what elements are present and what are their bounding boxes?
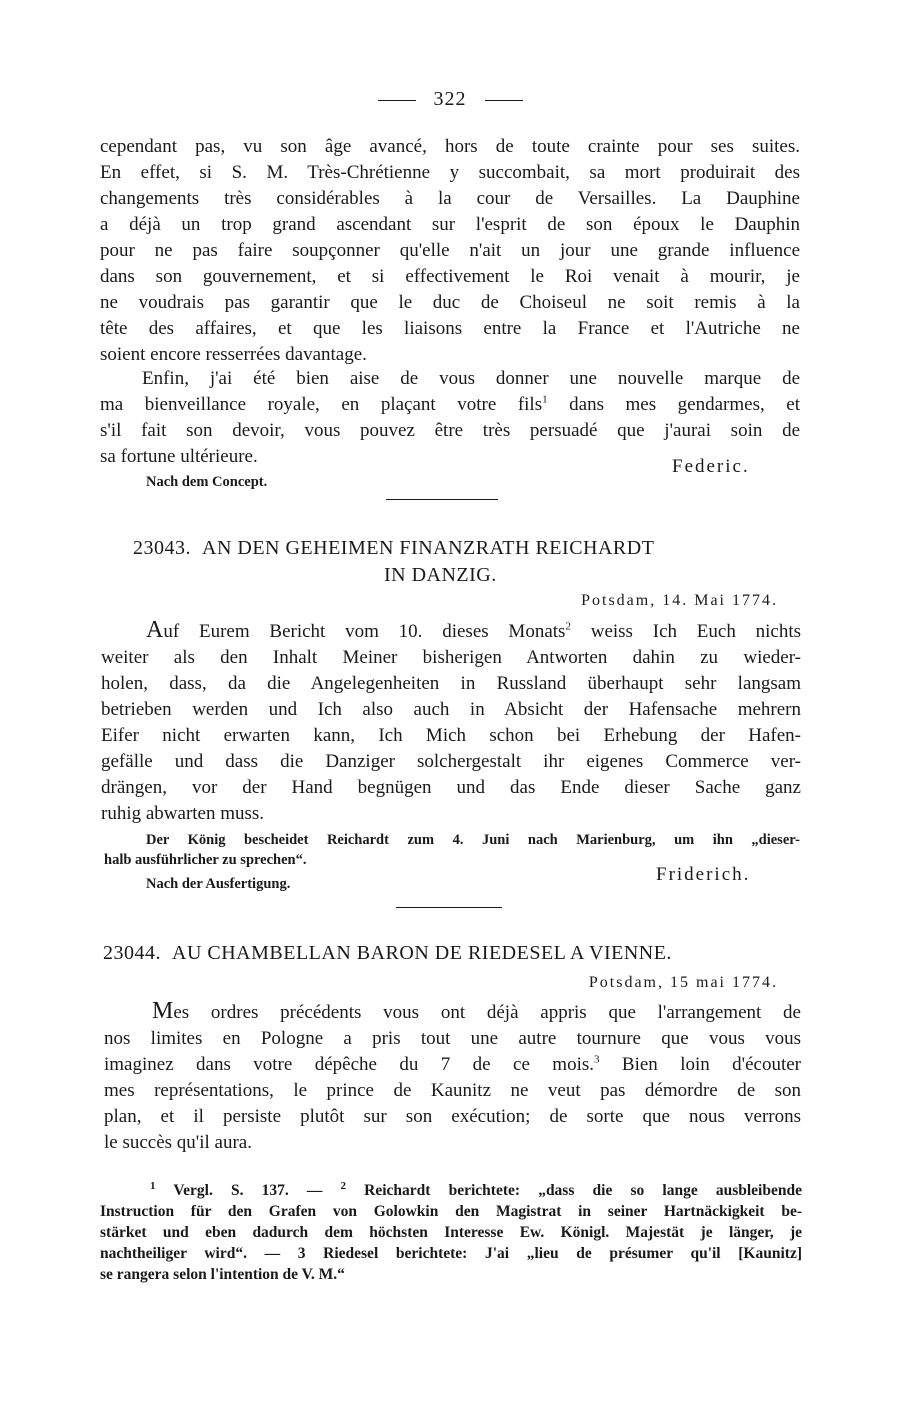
- letter-recipient: AN DEN GEHEIMEN FINANZRATH REICHARDT: [202, 537, 655, 559]
- page-number: 322: [433, 88, 467, 110]
- source-note: Nach dem Concept.: [146, 474, 268, 490]
- text-line: a déjà un trop grand ascendant sur l'esprit de son époux le Dauphin: [100, 214, 800, 235]
- text-line: dans son gouvernement, et si effectivement le Roi venait à mourir, je: [100, 266, 800, 287]
- text-line: pour ne pas faire soupçonner qu'elle n'ait un jour une grande influence: [100, 240, 800, 261]
- footnote-line: stärket und eben dadurch dem höchsten Interesse Ew. Königl. Majestät je länger, je: [100, 1224, 802, 1241]
- text-segment: Vergl. S. 137. —: [155, 1182, 341, 1199]
- section-divider: [386, 499, 498, 500]
- dateline-date: 15 mai 1774.: [670, 974, 778, 991]
- letter-23043-heading-line2: IN DANZIG.: [384, 564, 497, 586]
- text-line: ne voudrais pas garantir que le duc de Choiseul ne soit remis à la: [100, 292, 800, 313]
- prev-letter-paragraph-2: [100, 366, 800, 470]
- text-line: [104, 1052, 801, 1078]
- footnote-ref-2: 2: [565, 620, 571, 633]
- dateline: [400, 974, 778, 992]
- footnote-line: Instruction für den Grafen von Golowkin den Magistrat in seiner Hartnäckigkeit be-: [100, 1203, 802, 1220]
- text-segment: Bien loin d'écouter: [599, 1054, 801, 1075]
- dateline-place: Potsdam,: [588, 974, 664, 991]
- text-segment: weiss Ich Euch nichts: [570, 621, 801, 642]
- text-line: [104, 998, 801, 1026]
- text-line: [101, 617, 801, 645]
- footnote-line: nachtheiliger wird“. — 3 Riedesel berichtete: J'ai „lieu de présumer qu'il [Kaunitz]: [100, 1245, 802, 1262]
- footnote-line: [100, 1180, 802, 1201]
- text-line: ruhig abwarten muss.: [101, 803, 265, 824]
- initial-letter: M: [152, 998, 174, 1024]
- text-line: weiter als den Inhalt Meiner bisherigen Antworten dahin zu wieder-: [101, 647, 801, 668]
- text-line: Der König bescheidet Reichardt zum 4. Juni nach Marienburg, um ihn „dieser-: [146, 832, 800, 848]
- footnote-ref-3: 3: [594, 1053, 600, 1066]
- signature-friderich: Friderich.: [656, 864, 751, 885]
- text-line: tête des affaires, et que les liaisons entre la France et l'Autriche ne: [100, 318, 800, 339]
- header-dash-left: [378, 100, 416, 101]
- footnote-marker-2: 2: [340, 1179, 347, 1192]
- text-line: sa fortune ultérieure.: [100, 446, 258, 467]
- source-note: Nach der Ausfertigung.: [146, 876, 291, 892]
- letter-23043-body: [101, 617, 801, 827]
- signature-federic: Federic.: [672, 456, 750, 477]
- dateline: [400, 592, 778, 610]
- text-segment: ma bienveillance royale, en plaçant votre fils: [100, 394, 543, 415]
- dateline-place: Potsdam,: [581, 592, 657, 609]
- text-line: Enfin, j'ai été bien aise de vous donner une nouvelle marque de: [142, 368, 800, 389]
- text-line: le succès qu'il aura.: [104, 1132, 252, 1153]
- letter-23044-body: [104, 998, 801, 1156]
- editorial-note: [146, 832, 800, 849]
- letter-number: 23043.: [133, 537, 191, 559]
- text-line: nos limites en Pologne a pris tout une autre tournure que vous vous: [104, 1028, 801, 1049]
- footnote-marker-1: 1: [150, 1179, 156, 1192]
- editorial-note-line2: halb ausführlicher zu sprechen“.: [104, 852, 307, 868]
- page-header: [0, 88, 900, 111]
- text-line: gefälle und dass die Danziger solchergestalt ihr eigenes Commerce ver-: [101, 751, 801, 772]
- letter-23043-heading: [133, 537, 654, 560]
- letter-recipient: AU CHAMBELLAN BARON DE RIEDESEL A VIENNE.: [172, 942, 672, 964]
- text-segment: Reichardt berichtete: „dass die so lange ausbleibende: [346, 1182, 802, 1199]
- text-line: mes représentations, le prince de Kaunitz ne veut pas démordre de son: [104, 1080, 801, 1101]
- text-segment: uf Eurem Bericht vom 10. dieses Monats: [163, 621, 566, 642]
- section-divider: [396, 907, 502, 908]
- text-segment: imaginez dans votre dépêche du 7 de ce mois.: [104, 1054, 594, 1075]
- text-line: soient encore resserrées davantage.: [100, 344, 367, 365]
- letter-23044-heading: [103, 942, 672, 965]
- text-segment: es ordres précédents vous ont déjà appris que l'arrangement de: [173, 1002, 801, 1023]
- header-dash-right: [485, 100, 523, 101]
- letter-number: 23044.: [103, 942, 161, 964]
- text-line: s'il fait son devoir, vous pouvez être très persuadé que j'aurai soin de: [100, 420, 800, 441]
- text-segment: dans mes gendarmes, et: [547, 394, 800, 415]
- dateline-date: 14. Mai 1774.: [662, 592, 778, 609]
- text-line: En effet, si S. M. Très-Chrétienne y succombait, sa mort produirait des: [100, 162, 800, 183]
- initial-letter: A: [146, 617, 164, 643]
- text-line: [100, 392, 800, 418]
- footnote-ref-1: 1: [542, 393, 548, 406]
- text-line: changements très considérables à la cour de Versailles. La Dauphine: [100, 188, 800, 209]
- footnote-line: se rangera selon l'intention de V. M.“: [100, 1266, 345, 1283]
- text-line: holen, dass, da die Angelegenheiten in Russland überhaupt sehr langsam: [101, 673, 801, 694]
- prev-letter-paragraph-1: [100, 134, 800, 368]
- text-line: betrieben werden und Ich also auch in Absicht der Hafensache mehrern: [101, 699, 801, 720]
- text-line: Eifer nicht erwarten kann, Ich Mich schon bei Erhebung der Hafen-: [101, 725, 801, 746]
- text-line: drängen, vor der Hand begnügen und das Ende dieser Sache ganz: [101, 777, 801, 798]
- text-line: cependant pas, vu son âge avancé, hors de toute crainte pour ses suites.: [100, 136, 800, 157]
- footnotes: [100, 1180, 802, 1285]
- text-line: plan, et il persiste plutôt sur son exécution; de sorte que nous verrons: [104, 1106, 801, 1127]
